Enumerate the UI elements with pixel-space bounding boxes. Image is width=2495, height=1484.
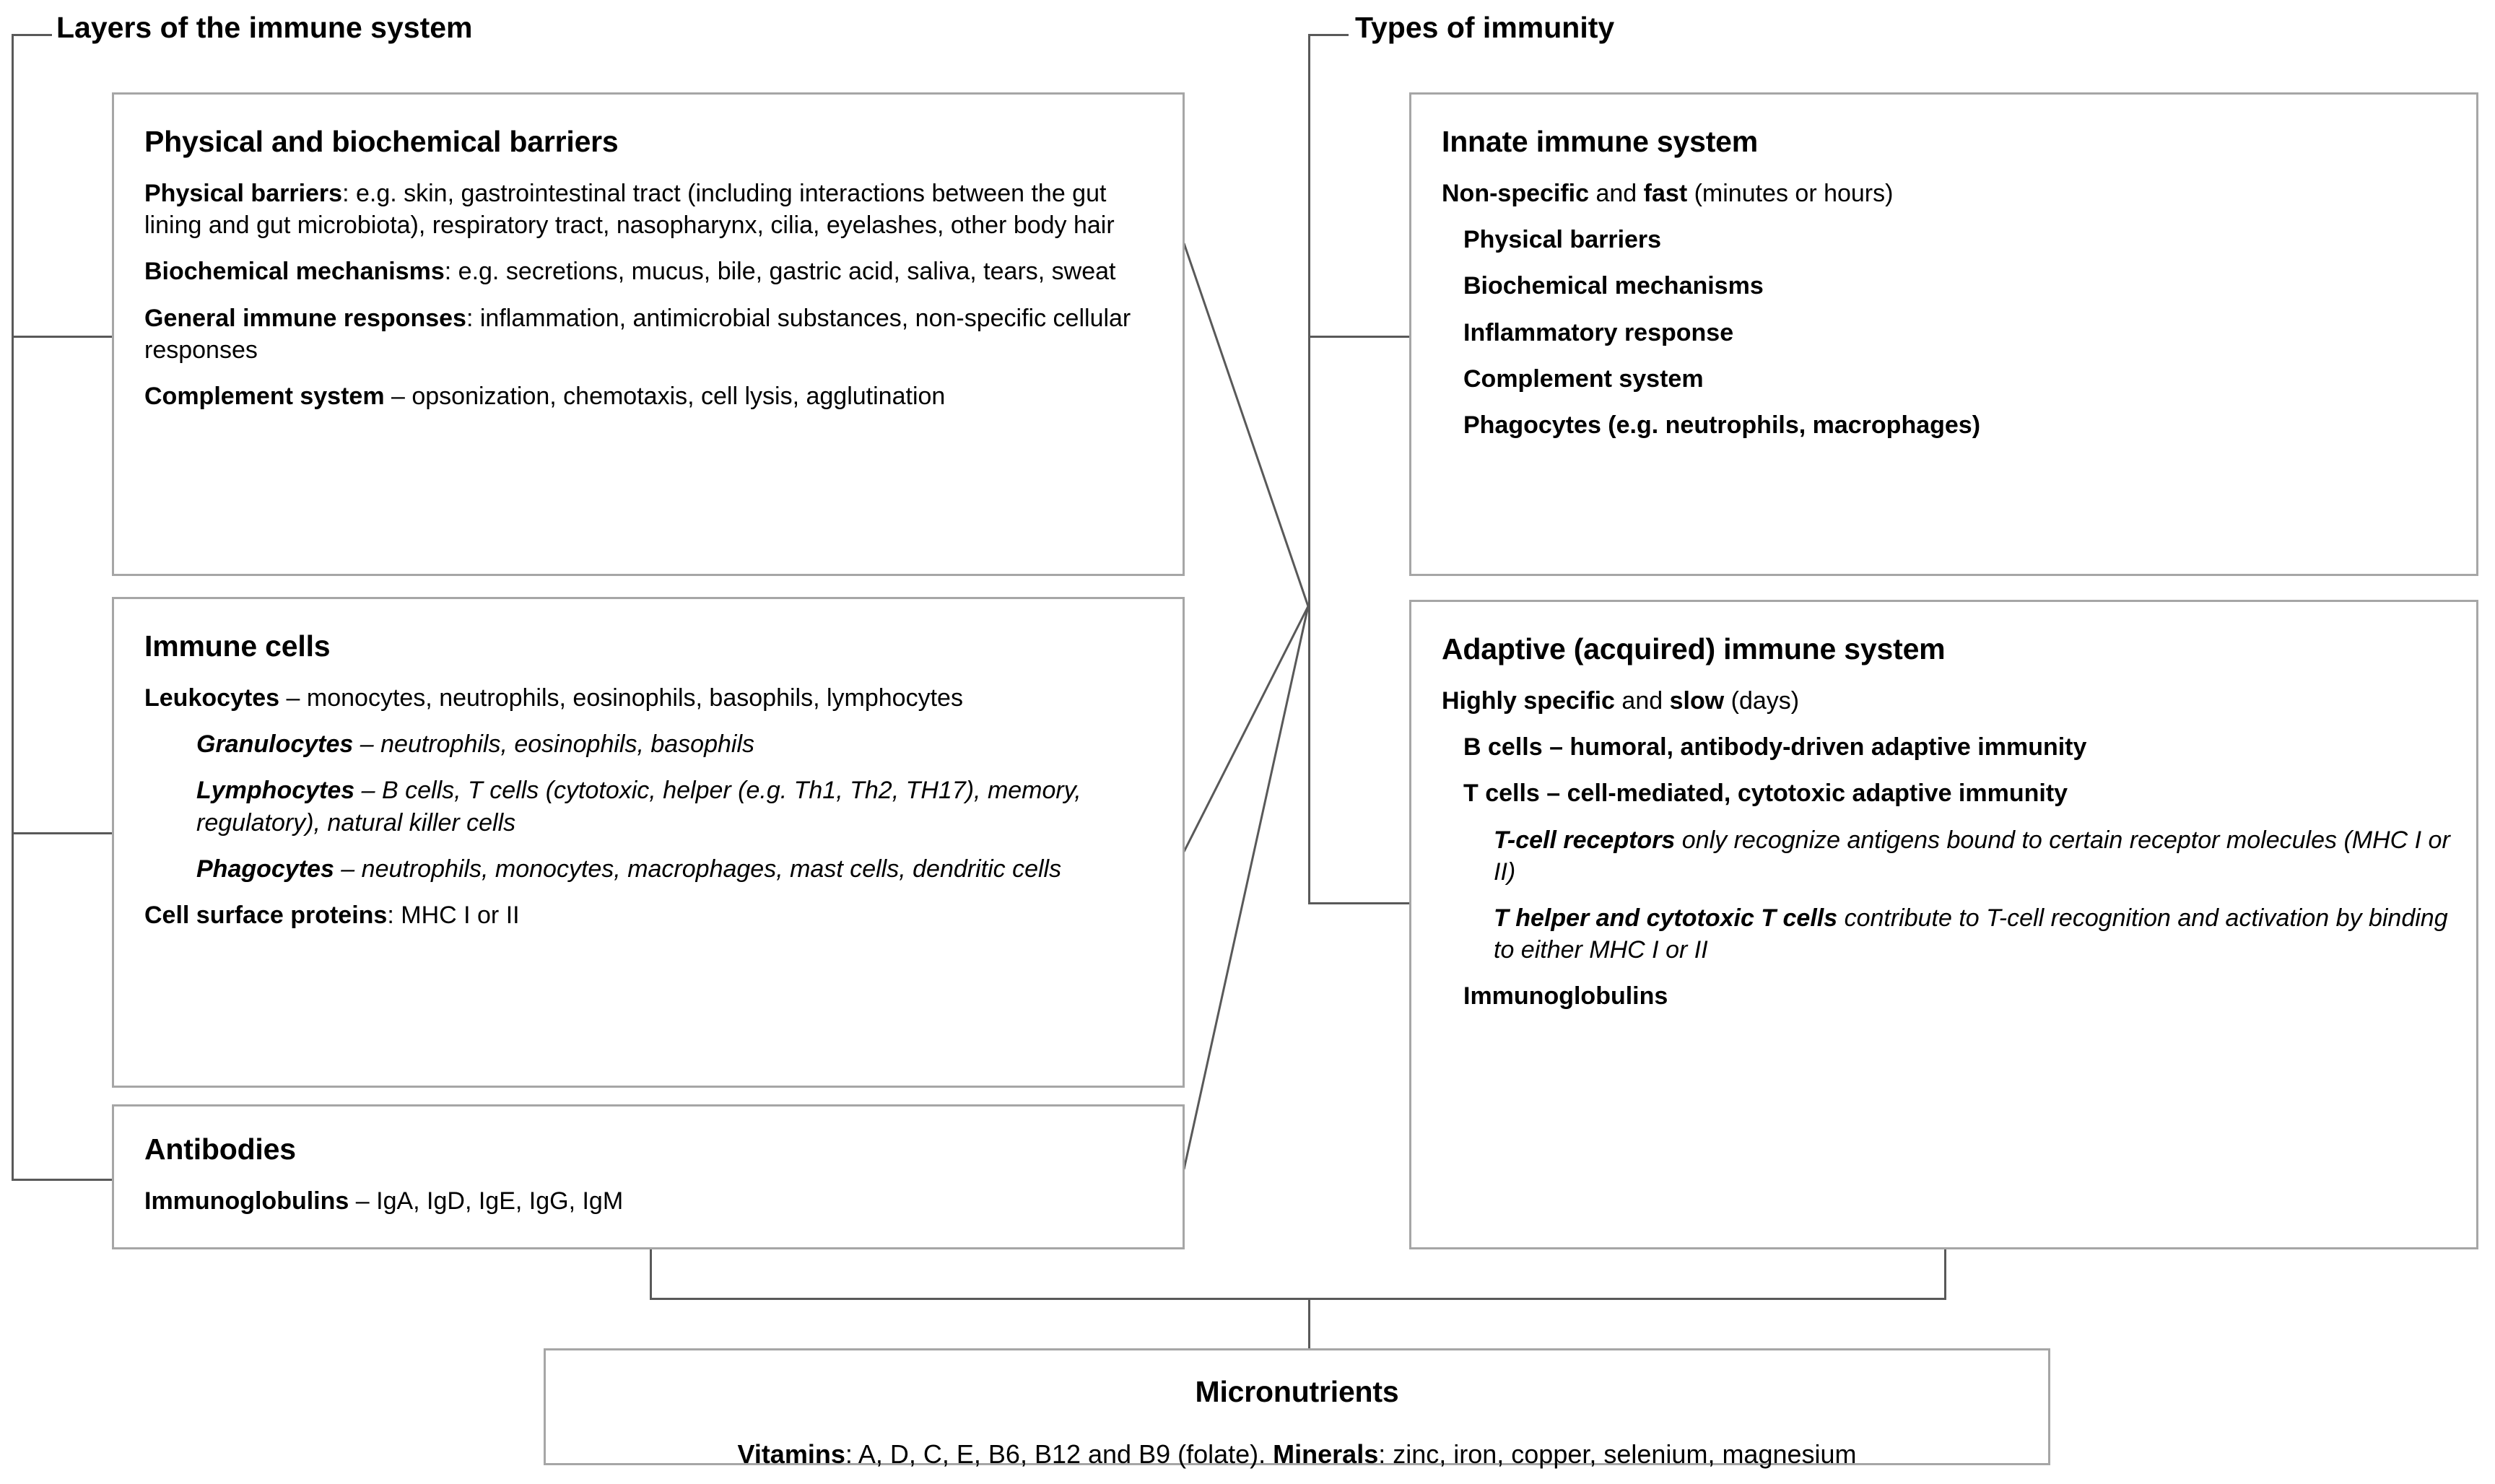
adaptive-t-cell-receptors xyxy=(1494,824,2457,888)
immune-cells-leukocytes-text: monocytes, neutrophils, eosinophils, basophils, lymphocytes xyxy=(306,684,963,712)
barriers-item-general-sep: : xyxy=(466,304,480,332)
immune-cells-phagocytes xyxy=(196,853,1164,885)
barriers-item-physical xyxy=(144,178,1164,241)
right-bracket-title: Types of immunity xyxy=(1355,11,1615,44)
innate-subtitle xyxy=(1442,178,2457,209)
immune-cells-cell-surface-sep: : xyxy=(387,901,401,929)
right-bracket-stub-title xyxy=(1308,34,1349,36)
left-bracket-title: Layers of the immune system xyxy=(56,11,473,44)
innate-subtitle-tail: (minutes or hours) xyxy=(1687,180,1894,208)
right-bracket-stub-adaptive xyxy=(1308,902,1411,904)
immune-cells-phagocytes-text: neutrophils, monocytes, macrophages, mast cells, dendritic cells xyxy=(361,855,1062,883)
box-antibodies xyxy=(112,1104,1185,1249)
adaptive-b-cells xyxy=(1463,731,2457,763)
adaptive-subtitle-bold-2: slow xyxy=(1669,687,1725,715)
barriers-item-physical-label: Physical barriers xyxy=(144,180,343,208)
immune-cells-lymphocytes xyxy=(196,774,1164,838)
micronutrients-minerals-text: : zinc, iron, copper, selenium, magnesium xyxy=(1378,1439,1857,1470)
innate-item-biochemical-mechanisms-label: Biochemical mechanisms xyxy=(1463,272,1764,300)
micronutrients-heading: Micronutrients xyxy=(1195,1375,1399,1408)
innate-item-physical-barriers-label: Physical barriers xyxy=(1463,226,1662,254)
immune-cells-phagocytes-sep: – xyxy=(334,855,362,883)
box-immune-cells xyxy=(112,597,1185,1088)
innate-item-phagocytes xyxy=(1463,409,2457,441)
antibodies-immunoglobulins-label: Immunoglobulins xyxy=(144,1187,349,1215)
adaptive-t-cells xyxy=(1463,777,2457,809)
barriers-item-biochemical-text: e.g. secretions, mucus, bile, gastric acid, saliva, tears, sweat xyxy=(458,258,1116,286)
immune-cells-lymphocytes-label: Lymphocytes xyxy=(196,777,355,805)
antibodies-heading: Antibodies xyxy=(144,1132,296,1166)
micronutrients-vitamins-text: : A, D, C, E, B6, B12 and B9 (folate). xyxy=(845,1439,1273,1470)
barriers-item-physical-sep: : xyxy=(342,180,356,208)
immune-cells-granulocytes-label: Granulocytes xyxy=(196,730,354,759)
barriers-item-biochemical-label: Biochemical mechanisms xyxy=(144,258,445,286)
immune-cells-granulocytes-text: neutrophils, eosinophils, basophils xyxy=(380,730,755,759)
barriers-item-complement-text: opsonization, chemotaxis, cell lysis, agglutination xyxy=(412,382,946,410)
innate-item-complement-system xyxy=(1463,363,2457,395)
immune-cells-granulocytes-sep: – xyxy=(353,730,381,759)
innate-subtitle-bold-1: Non-specific xyxy=(1442,180,1590,208)
left-bracket-spine xyxy=(12,34,14,1179)
adaptive-t-helper-cytotoxic-label: T helper and cytotoxic T cells xyxy=(1494,904,1838,932)
adaptive-t-helper-cytotoxic-text: contribute to T-cell recognition and activation by binding to either MHC I or II xyxy=(1494,904,2448,964)
adaptive-subtitle-bold-1: Highly specific xyxy=(1442,687,1615,715)
antibodies-immunoglobulins xyxy=(144,1185,1164,1217)
barriers-item-general-label: General immune responses xyxy=(144,304,466,332)
adaptive-heading: Adaptive (acquired) immune system xyxy=(1442,632,1946,665)
left-bracket-stub-barriers xyxy=(12,336,112,338)
innate-item-inflammatory-response xyxy=(1463,317,2457,349)
bottom-bracket-horizontal xyxy=(650,1298,1946,1300)
immune-cells-granulocytes xyxy=(196,728,1164,760)
innate-item-complement-system-label: Complement system xyxy=(1463,365,1704,393)
barriers-item-complement xyxy=(144,380,1164,412)
immune-cells-cell-surface-proteins xyxy=(144,899,1164,931)
barriers-item-physical-text: e.g. skin, gastrointestinal tract (including interactions between the gut lining and gut microbiota), respiratory tract, nasopharynx, cilia, eyelashes, other body hair xyxy=(144,180,1115,240)
adaptive-subtitle-tail: (days) xyxy=(1724,687,1800,715)
box-micronutrients xyxy=(544,1348,2050,1470)
bottom-bracket-left-riser xyxy=(650,1249,652,1300)
innate-subtitle-bold-2: fast xyxy=(1643,180,1688,208)
left-bracket-stub-immune-cells xyxy=(12,832,112,834)
left-bracket-stub-title xyxy=(12,34,52,36)
micronutrients-details xyxy=(546,1438,2048,1472)
barriers-item-complement-sep: – xyxy=(384,382,412,410)
immune-cells-phagocytes-label: Phagocytes xyxy=(196,855,334,883)
barriers-item-biochemical xyxy=(144,256,1164,287)
immune-cells-cell-surface-text: MHC I or II xyxy=(401,901,520,929)
innate-heading: Innate immune system xyxy=(1442,125,1759,158)
innate-item-inflammatory-response-label: Inflammatory response xyxy=(1463,318,1734,346)
adaptive-t-cell-receptors-text: only recognize antigens bound to certain receptor molecules (MHC I or II) xyxy=(1494,826,2450,886)
innate-item-phagocytes-label: Phagocytes (e.g. neutrophils, macrophages) xyxy=(1463,411,1981,439)
adaptive-t-cells-label: T cells – cell-mediated, cytotoxic adaptive immunity xyxy=(1463,780,2068,808)
box-innate-immune-system xyxy=(1409,92,2478,576)
bottom-bracket-drop xyxy=(1308,1298,1310,1350)
adaptive-immunoglobulins xyxy=(1463,980,2457,1012)
innate-item-biochemical-mechanisms xyxy=(1463,270,2457,302)
immune-cells-leukocytes xyxy=(144,682,1164,714)
adaptive-t-cell-receptors-label: T-cell receptors xyxy=(1494,826,1676,854)
barriers-item-general-text: inflammation, antimicrobial substances, non-specific cellular responses xyxy=(144,304,1131,364)
adaptive-b-cells-label: B cells – humoral, antibody-driven adaptive immunity xyxy=(1463,733,2087,761)
immune-cells-heading: Immune cells xyxy=(144,629,331,663)
micronutrients-vitamins-label: Vitamins xyxy=(737,1439,845,1470)
bottom-bracket-right-riser xyxy=(1944,1249,1946,1300)
adaptive-subtitle-mid: and xyxy=(1614,687,1670,715)
barriers-heading: Physical and biochemical barriers xyxy=(144,125,619,158)
adaptive-immunoglobulins-label: Immunoglobulins xyxy=(1463,982,1668,1011)
left-bracket-stub-antibodies xyxy=(12,1179,112,1181)
antibodies-immunoglobulins-text: IgA, IgD, IgE, IgG, IgM xyxy=(376,1187,624,1215)
immune-cells-lymphocytes-sep: – xyxy=(354,777,382,805)
innate-item-physical-barriers xyxy=(1463,224,2457,256)
barriers-item-complement-label: Complement system xyxy=(144,382,385,410)
adaptive-t-helper-cytotoxic xyxy=(1494,902,2457,966)
antibodies-immunoglobulins-sep: – xyxy=(349,1187,377,1215)
immune-cells-leukocytes-sep: – xyxy=(279,684,307,712)
right-bracket-stub-innate xyxy=(1308,336,1411,338)
adaptive-subtitle xyxy=(1442,685,2457,717)
barriers-item-general xyxy=(144,302,1164,366)
box-physical-biochemical-barriers xyxy=(112,92,1185,576)
immune-cells-leukocytes-label: Leukocytes xyxy=(144,684,280,712)
innate-subtitle-mid: and xyxy=(1589,180,1644,208)
immune-cells-lymphocytes-text: B cells, T cells (cytotoxic, helper (e.g. Th1, Th2, TH17), memory, regulatory), natural killer cells xyxy=(196,777,1081,837)
immune-cells-cell-surface-label: Cell surface proteins xyxy=(144,901,388,929)
right-bracket-spine xyxy=(1308,34,1310,902)
box-adaptive-immune-system xyxy=(1409,600,2478,1249)
barriers-item-biochemical-sep: : xyxy=(444,258,458,286)
micronutrients-minerals-label: Minerals xyxy=(1273,1439,1379,1470)
